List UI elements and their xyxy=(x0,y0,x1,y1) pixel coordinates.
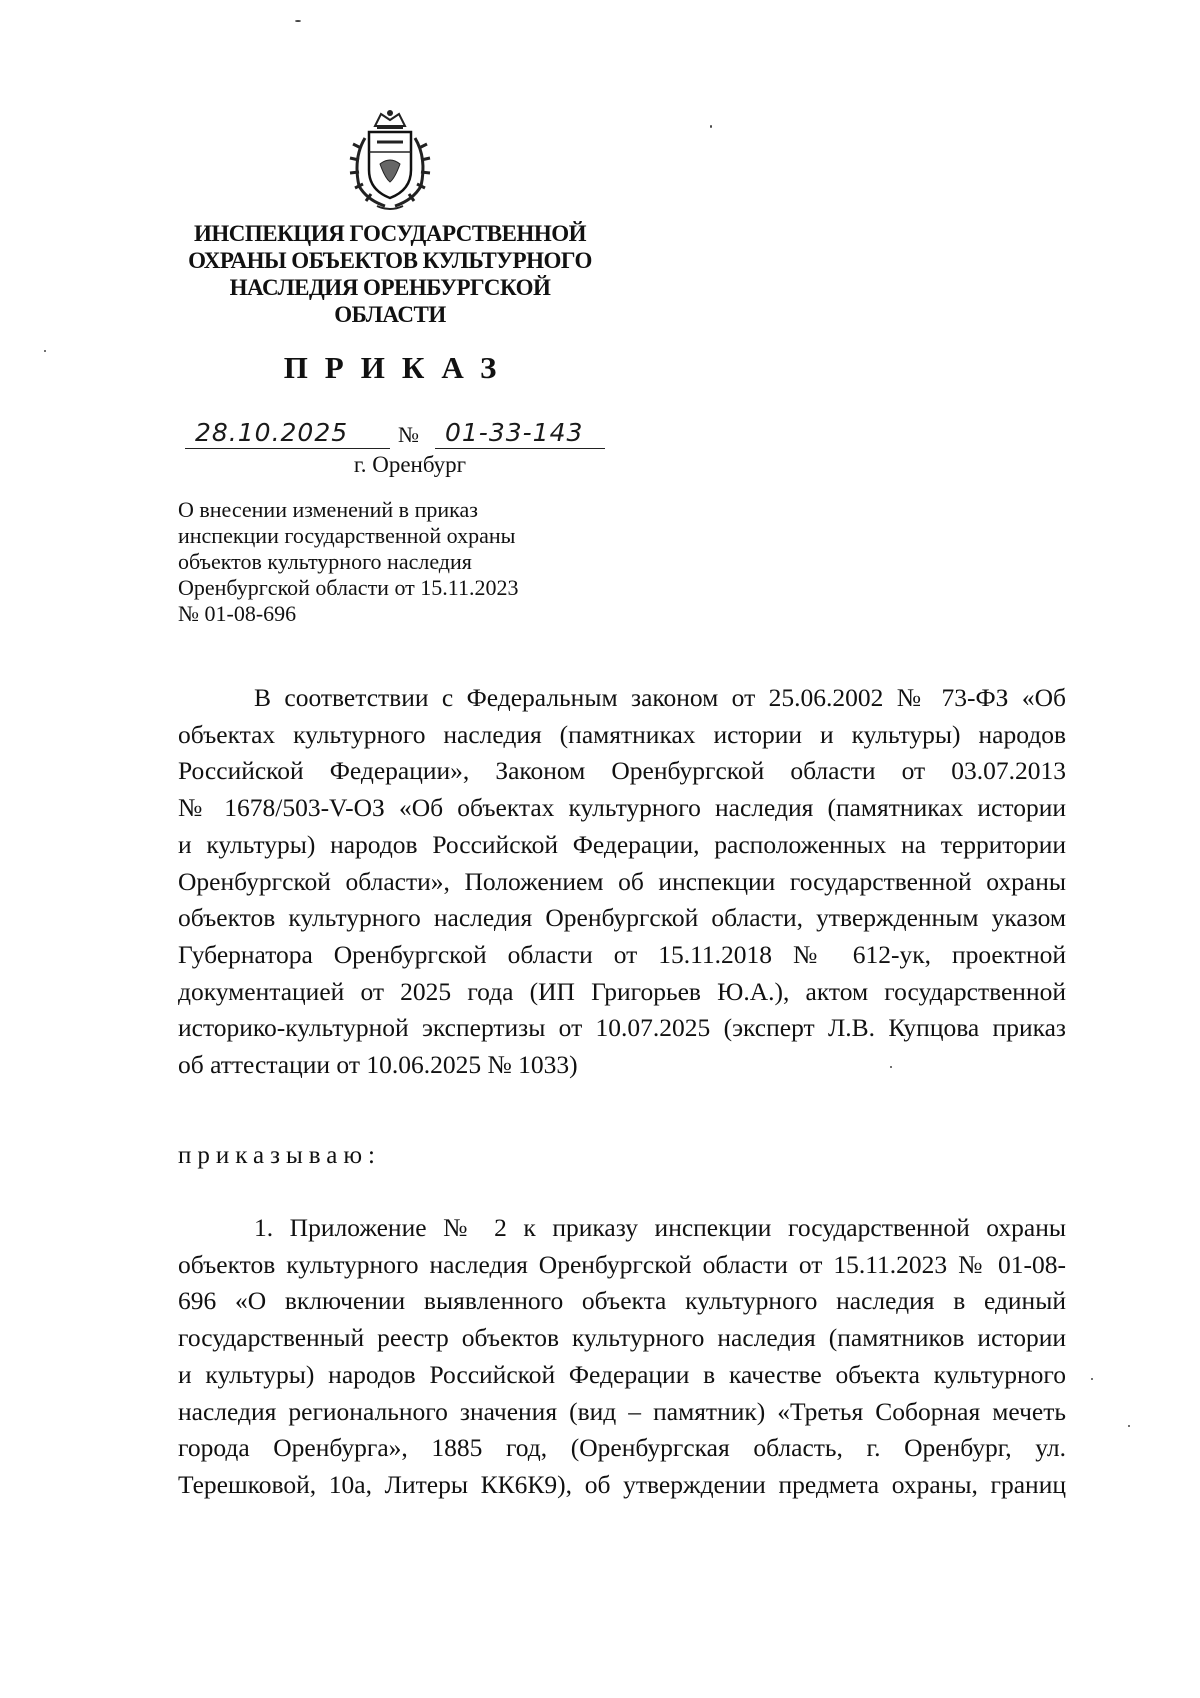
order-word: приказываю: xyxy=(178,1142,381,1169)
subject-line: Оренбургской области от 15.11.2023 xyxy=(178,575,519,600)
scan-speck xyxy=(295,20,301,22)
scan-speck xyxy=(44,350,46,352)
paragraph-line: Российской Федерации», Законом Оренбургской области от 03.07.2013 xyxy=(178,756,1066,786)
paragraph-line: Губернатора Оренбургской области от 15.11.2018 № 612-ук, проектной xyxy=(178,939,1066,969)
document-subject xyxy=(178,497,598,627)
paragraph-line: 696 «О включении выявленного объекта культурного наследия в единый xyxy=(178,1286,1066,1316)
organization-name-line: ОХРАНЫ ОБЪЕКТОВ КУЛЬТУРНОГО xyxy=(188,248,592,273)
paragraph-line: историко-культурной экспертизы от 10.07.2025 (эксперт Л.В. Купцова приказ xyxy=(178,1013,1066,1043)
organization-name-line: НАСЛЕДИЯ ОРЕНБУРГСКОЙ xyxy=(229,275,551,300)
paragraph-line: государственный реестр объектов культурного наследия (памятников истории xyxy=(178,1323,1066,1353)
scan-speck xyxy=(890,1066,892,1068)
paragraph-line: 1. Приложение № 2 к приказу инспекции государственной охраны xyxy=(254,1213,1066,1242)
subject-line: О внесении изменений в приказ xyxy=(178,497,478,522)
paragraph-line: Оренбургской области», Положением об инспекции государственной охраны xyxy=(178,866,1066,896)
scan-speck xyxy=(1128,1425,1130,1427)
paragraph-line: документацией от 2025 года (ИП Григорьев Ю.А.), актом государственной xyxy=(178,976,1066,1006)
paragraph-line: города Оренбурга», 1885 год, (Оренбургская область, г. Оренбург, ул. xyxy=(178,1433,1066,1463)
paragraph-line: объектов культурного наследия Оренбургской области от 15.11.2023 № 01-08- xyxy=(178,1249,1066,1279)
subject-line: инспекции государственной охраны xyxy=(178,523,516,548)
scan-speck xyxy=(1091,1378,1093,1380)
document-number: 01-33-143 xyxy=(445,418,584,447)
paragraph-line: Терешковой, 10а, Литеры КК6К9), об утверждении предмета охраны, границ xyxy=(178,1469,1066,1499)
paragraph-line: и культуры) народов Российской Федерации, расположенных на территории xyxy=(178,829,1066,859)
paragraph-line: и культуры) народов Российской Федерации в качестве объекта культурного xyxy=(178,1359,1066,1389)
scan-speck xyxy=(710,125,712,128)
number-field xyxy=(435,418,605,449)
coat-of-arms-emblem xyxy=(347,108,433,214)
subject-line: объектов культурного наследия xyxy=(178,549,472,574)
order-item-1 xyxy=(178,1210,1066,1504)
document-date: 28.10.2025 xyxy=(195,418,349,447)
paragraph-line: об аттестации от 10.06.2025 № 1033) xyxy=(178,1050,578,1080)
paragraph-line: № 1678/503-V-ОЗ «Об объектах культурного наследия (памятниках истории xyxy=(178,793,1066,823)
document-type-title: ПРИКАЗ xyxy=(283,350,514,385)
date-field xyxy=(185,418,390,449)
paragraph-line: объектов культурного наследия Оренбургской области, утвержденным указом xyxy=(178,903,1066,933)
legal-basis-paragraph xyxy=(178,680,1066,1084)
paragraph-line: объектах культурного наследия (памятниках истории и культуры) народов xyxy=(178,719,1066,749)
organization-name xyxy=(150,220,630,328)
organization-name-line: ОБЛАСТИ xyxy=(334,302,446,327)
organization-name-line: ИНСПЕКЦИЯ ГОСУДАРСТВЕННОЙ xyxy=(194,221,586,246)
paragraph-line: В соответствии с Федеральным законом от 25.06.2002 № 73-ФЗ «Об xyxy=(254,683,1066,712)
city-name: г. Оренбург xyxy=(353,452,467,477)
number-label: № xyxy=(398,422,419,447)
subject-line: № 01-08-696 xyxy=(178,601,297,626)
paragraph-line: наследия регионального значения (вид – памятник) «Третья Соборная мечеть xyxy=(178,1396,1066,1426)
